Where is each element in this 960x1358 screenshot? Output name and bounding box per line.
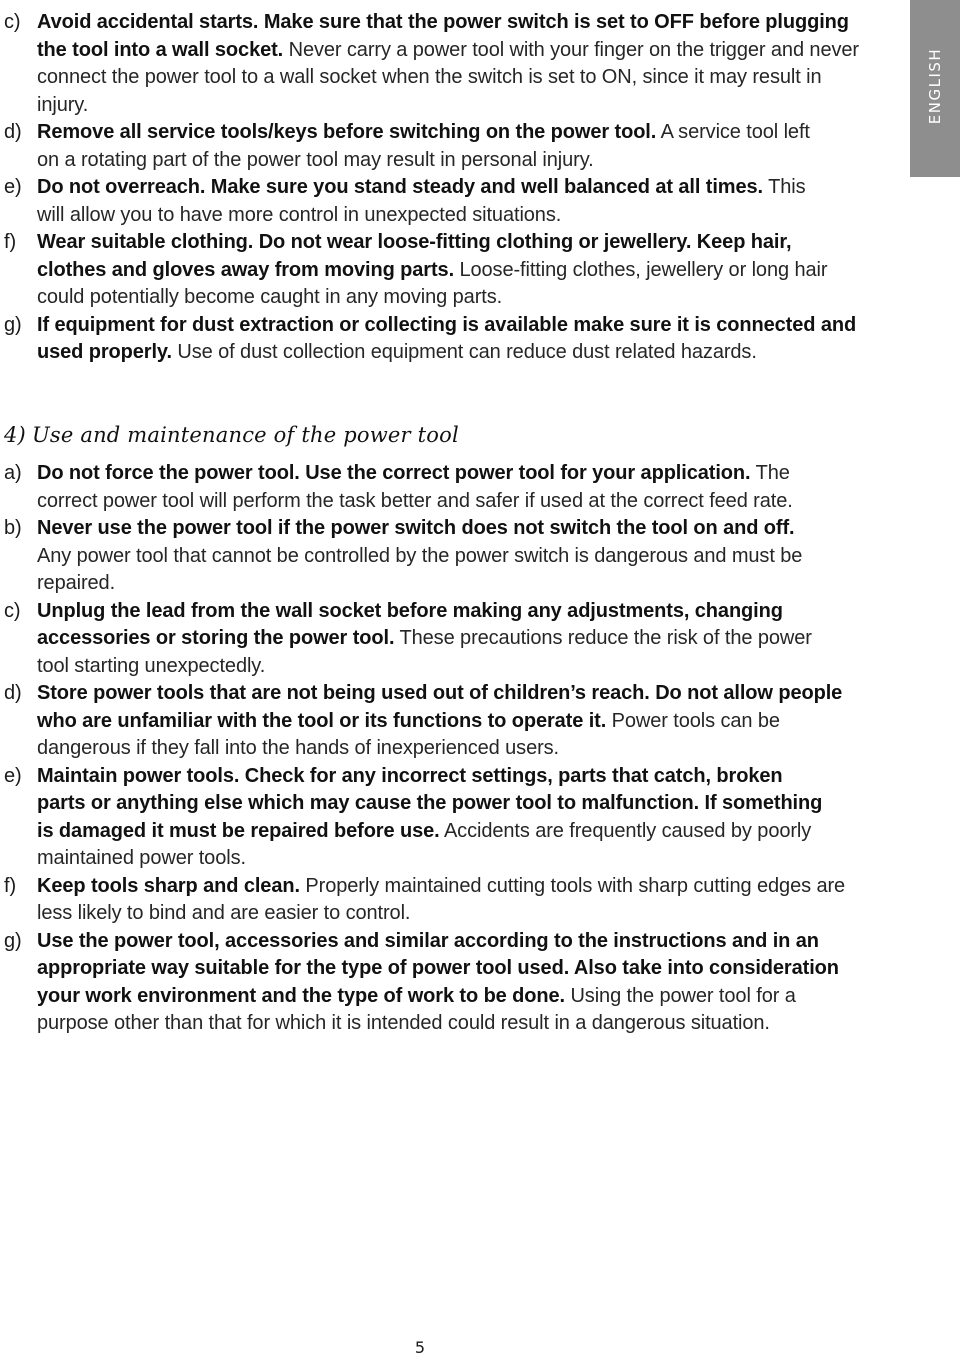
item-letter: f) (4, 874, 17, 897)
item-letter: d) (4, 682, 22, 704)
list-item-f (0, 229, 849, 312)
item-letter: d) (4, 121, 22, 143)
list-item-f (0, 873, 849, 928)
item-body-text: Power tools can be dangerous if they fall into the hands of inexperienced users. (37, 709, 780, 759)
item-bold-text: Avoid accidental starts. Make sure that the power switch is set to OFF before plugging the tool into a wall socket. (37, 11, 849, 61)
item-bold-text: Do not force the power tool. Use the correct power tool for your application. (37, 462, 751, 484)
list-item-g (0, 312, 857, 367)
list-item-g (0, 928, 867, 1038)
safety-list-top (0, 9, 860, 367)
language-tab (910, 0, 960, 177)
item-bold-text: Do not overreach. Make sure you stand steady and well balanced at all times. (37, 176, 763, 198)
item-body-text: This will allow you to have more control in unexpected situations. (37, 176, 806, 226)
list-item-d (0, 119, 837, 174)
section-title-text: Use and maintenance of the power tool (31, 423, 459, 447)
item-body-text: Loose-fitting clothes, jewellery or long hair could potentially become caught in any moving parts. (37, 258, 828, 308)
item-body-text: The correct power tool will perform the task better and safer if used at the correct feed rate. (37, 462, 793, 512)
item-letter: e) (4, 176, 22, 198)
item-body-text: Use of dust collection equipment can reduce dust related hazards. (171, 341, 757, 363)
item-body-text: Properly maintained cutting tools with sharp cutting edges are less likely to bind and are easier to control. (37, 874, 846, 924)
item-bold-text: Use the power tool, accessories and similar according to the instructions and in an appropriate way suitable for the type of power tool used. Also take into consideration your work environment and the type of work to be done. (37, 929, 839, 1007)
item-letter: g) (4, 313, 22, 336)
item-letter: b) (4, 517, 22, 539)
section-number: 4) (4, 423, 26, 447)
item-bold-text: Wear suitable clothing. Do not wear loose-fitting clothing or jewellery. Keep hair, clothes and gloves away from moving parts. (37, 231, 792, 281)
item-body-text: Using the power tool for a purpose other than that for which it is intended could result in a dangerous situation. (37, 984, 796, 1034)
item-bold-text: Keep tools sharp and clean. (37, 874, 300, 897)
item-letter: c) (4, 11, 21, 33)
maintenance-list (0, 460, 860, 1038)
item-bold-text: Maintain power tools. Check for any incorrect settings, parts that catch, broken parts or anything else which may cause the power tool to malfunction. If something is damaged it must be repaired before use. (37, 764, 823, 842)
list-item-d (0, 680, 855, 763)
item-letter: g) (4, 929, 22, 952)
item-body-text: Accidents are frequently caused by poorly maintained power tools. (37, 819, 812, 869)
page-number: 5 (414, 1338, 426, 1357)
item-bold-text: Unplug the lead from the wall socket before making any adjustments, changing accessories or storing the power tool. (37, 599, 783, 649)
item-letter: a) (4, 462, 22, 484)
list-item-e (0, 763, 832, 873)
list-item-c (0, 9, 859, 119)
section-heading (4, 423, 459, 447)
item-letter: f) (4, 231, 17, 253)
item-letter: e) (4, 764, 22, 787)
item-body-text: Any power tool that cannot be controlled by the power switch is dangerous and must be repaired. (37, 544, 803, 594)
list-item-a (0, 460, 849, 515)
item-bold-text: Never use the power tool if the power switch does not switch the tool on and off. (37, 517, 795, 539)
item-body-text: These precautions reduce the risk of the power tool starting unexpectedly. (37, 627, 812, 677)
item-bold-text: If equipment for dust extraction or collecting is available make sure it is connected and used properly. (37, 313, 857, 363)
item-body-text: A service tool left on a rotating part of the power tool may result in personal injury. (37, 121, 810, 171)
item-bold-text: Store power tools that are not being used out of children’s reach. Do not allow people who are unfamiliar with the tool or its functions to operate it. (37, 682, 843, 732)
list-item-e (0, 174, 827, 229)
list-item-b (0, 515, 807, 598)
item-letter: c) (4, 599, 21, 622)
item-bold-text: Remove all service tools/keys before switching on the power tool. (37, 121, 657, 143)
language-tab-label: ENGLISH (926, 47, 944, 125)
item-body-text: Never carry a power tool with your finger on the trigger and never connect the power tool to a wall socket when the switch is set to ON, since it may result in injury. (37, 38, 859, 116)
list-item-c (0, 598, 815, 681)
